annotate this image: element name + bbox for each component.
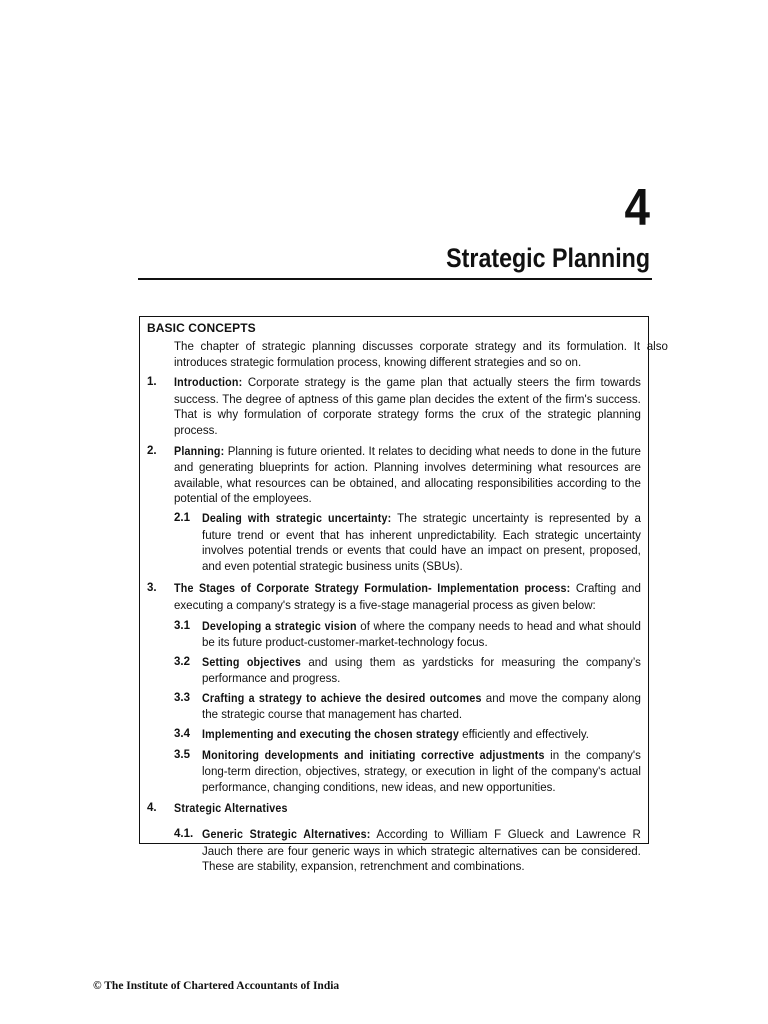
concept-item-planning (147, 444, 641, 507)
concept-item-strategic-alternatives (147, 801, 641, 818)
sub-item-3-3 (174, 691, 641, 723)
item-number: 1. (147, 376, 157, 389)
sub-lead: Setting objectives (202, 656, 302, 669)
sub-number: 4.1. (174, 828, 194, 841)
sub-number: 2.1 (174, 511, 190, 524)
item-number: 4. (147, 802, 157, 815)
concept-item-introduction (147, 375, 641, 438)
intro-paragraph: The chapter of strategic planning discusses corporate strategy and its formulation. It also introduces strategic formulation process, knowing different strategies and so on. (174, 339, 668, 369)
item-lead: Introduction: (174, 377, 243, 390)
item-text: Crafting and executing a company's strategy is a five-stage managerial process as given below: (174, 581, 641, 612)
sub-item-3-5 (174, 748, 641, 796)
item-number: 3. (147, 582, 157, 595)
item-lead: Strategic Alternatives (174, 803, 288, 816)
item-lead: Planning: (174, 445, 225, 458)
sub-lead: Crafting a strategy to achieve the desired outcomes (202, 692, 482, 705)
item-lead: The Stages of Corporate Strategy Formulation- Implementation process: (174, 583, 571, 596)
sub-number: 3.4 (174, 728, 190, 741)
sub-text: efficiently and effectively. (458, 727, 590, 742)
item-text: Planning is future oriented. It relates to deciding what needs to done in the future and generating blueprints for action. Planning involves determining what resources are available, what resources can be obtained, and allocating responsibilities according to the potential of the employees. (174, 443, 641, 506)
sub-lead: Developing a strategic vision (202, 620, 357, 633)
chapter-title: Strategic Planning (446, 243, 650, 273)
sub-lead: Implementing and executing the chosen strategy (202, 729, 459, 742)
sub-text: and move the company along the strategic course that management has charted. (202, 690, 641, 722)
footer-copyright: © The Institute of Chartered Accountants of India (93, 980, 340, 992)
sub-text: in the company's long-term direction, objectives, strategy, or execution in light of the company's actual performance, changing conditions, new ideas, and new opportunities. (202, 747, 641, 794)
sub-number: 3.3 (174, 691, 190, 704)
sub-text: and using them as yardsticks for measuring the company’s performance and progress. (202, 654, 641, 686)
item-text: Corporate strategy is the game plan that actually steers the firm towards success. The degree of aptness of this game plan decides the extent of the firm's success. That is why formulation of corporate strategy forms the crux of the strategic planning process. (174, 375, 641, 437)
chapter-number: 4 (624, 179, 650, 237)
sub-text: of where the company needs to head and what should be its future product-customer-market-technology focus. (202, 618, 641, 650)
item-number: 2. (147, 444, 157, 457)
sub-item-2-1 (174, 511, 641, 574)
sub-lead: Generic Strategic Alternatives: (202, 829, 371, 842)
sub-text: According to William F Glueck and Lawrence R Jauch there are four generic ways in which strategic alternatives can be considered. These are stability, expansion, retrenchment and combinations. (202, 827, 641, 874)
sub-number: 3.2 (174, 655, 190, 668)
basic-concepts-box (139, 316, 668, 874)
sub-item-4-1 (174, 827, 641, 875)
basic-concepts-heading: BASIC CONCEPTS (147, 321, 256, 335)
title-rule (138, 278, 652, 280)
sub-number: 3.5 (174, 748, 190, 761)
sub-number: 3.1 (174, 619, 190, 632)
sub-item-3-1 (174, 619, 641, 651)
concept-item-stages (147, 581, 641, 613)
sub-item-3-2 (174, 655, 641, 687)
sub-text: The strategic uncertainty is represented by a future trend or event that has inherent unpredictability. Each strategic uncertainty involves potential trends or events that could have an impact on present, proposed, and even potential strategic business units (SBUs). (202, 510, 641, 573)
sub-lead: Dealing with strategic uncertainty: (202, 512, 392, 525)
sub-lead: Monitoring developments and initiating corrective adjustments (202, 749, 545, 762)
sub-item-3-4 (174, 727, 641, 744)
